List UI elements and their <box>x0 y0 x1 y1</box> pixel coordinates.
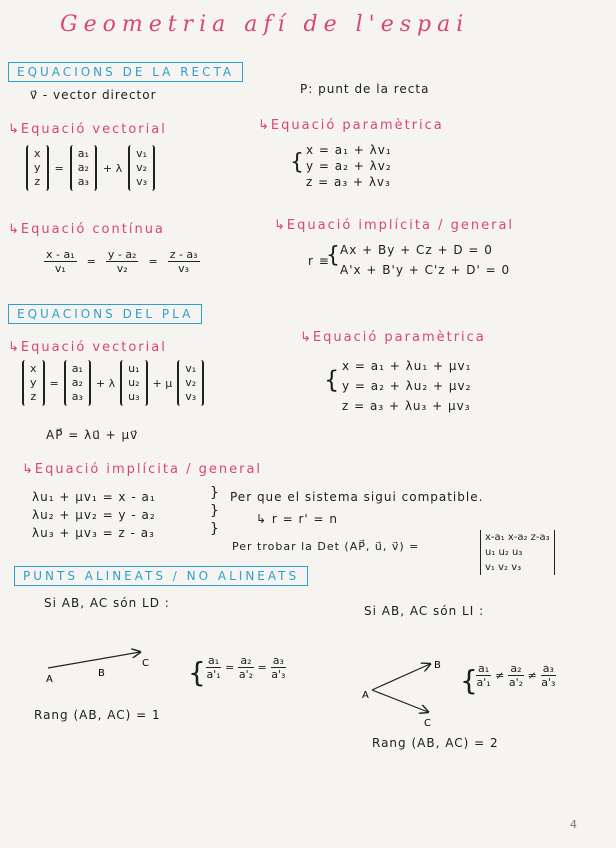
li-ratio <box>476 662 556 689</box>
fraction <box>238 654 253 681</box>
frac-num: a₁ <box>478 662 490 675</box>
section-header-recta: EQUACIONS DE LA RECTA <box>8 62 243 82</box>
eq-line: x = a₁ + λu₁ + μv₁ <box>342 359 472 373</box>
collinear-arrow <box>48 652 140 668</box>
det-note: Per trobar la Det (AP⃗, u⃗, v⃗) = <box>232 540 420 553</box>
pla-implicita-label: ↳Equació implícita / general <box>22 462 263 477</box>
m-entry: a₃ <box>77 175 89 188</box>
ld-condition: Si AB, AC són LD : <box>44 596 170 610</box>
point-label: B <box>434 660 441 671</box>
m-entry: a₃ <box>71 390 83 403</box>
det-row: v₁ v₂ v₃ <box>485 562 522 573</box>
ab-arrow <box>372 664 430 690</box>
recta-parametrica-label: ↳Equació paramètrica <box>258 118 444 133</box>
eq-line: A'x + B'y + C'z + D' = 0 <box>340 263 511 277</box>
m-entry: x <box>30 362 37 375</box>
point-label: C <box>424 718 431 729</box>
equals-sign: = <box>54 161 64 175</box>
page-title: Geometria afí de l'espai <box>60 12 470 37</box>
eq-line: y = a₂ + λv₂ <box>306 159 392 173</box>
recta-continua-label: ↳Equació contínua <box>8 222 165 237</box>
pla-vectorial-label: ↳Equació vectorial <box>8 340 167 355</box>
m-entry: v₁ <box>136 147 148 160</box>
frac-den: a'₃ <box>271 668 286 681</box>
det-row: u₁ u₂ u₃ <box>485 547 523 558</box>
recta-vectorial-label: ↳Equació vectorial <box>8 122 167 137</box>
m-entry: y <box>34 161 41 174</box>
eq-line: z = a₃ + λu₃ + μv₃ <box>342 399 471 413</box>
section-header-punts: PUNTS ALINEATS / NO ALINEATS <box>14 566 308 586</box>
vector-legend: v⃗ - vector director <box>30 88 157 102</box>
eq-line: x = a₁ + λv₁ <box>306 143 392 157</box>
frac-num: x - a₁ <box>46 248 75 261</box>
point-label: A <box>362 690 369 701</box>
m-entry: a₁ <box>71 362 83 375</box>
frac-den: a'₂ <box>508 676 524 689</box>
det-row: x-a₁ x-a₂ z-a₃ <box>485 532 550 543</box>
ac-arrow <box>372 690 428 712</box>
not-equal-sign: ≠ <box>527 669 537 682</box>
eq-line: y = a₂ + λu₂ + μv₂ <box>342 379 472 393</box>
pla-parametrica-label: ↳Equació paramètrica <box>300 330 486 345</box>
eq-line: λu₁ + μv₁ = x - a₁ <box>32 490 156 504</box>
brace-icon: { <box>460 664 478 697</box>
equals-sign: = <box>225 661 235 674</box>
rank-note: ↳ r = r' = n <box>256 512 339 526</box>
recta-implicita-label: ↳Equació implícita / general <box>274 218 515 233</box>
frac-num: a₂ <box>510 662 522 675</box>
frac-den: v₂ <box>116 262 128 275</box>
eq-line: z = a₃ + λv₃ <box>306 175 391 189</box>
m-entry: u₂ <box>128 376 140 389</box>
frac-num: a₁ <box>208 654 220 667</box>
compatible-note: Per que el sistema sigui compatible. <box>230 490 484 504</box>
li-rang: Rang (AB, AC) = 2 <box>372 736 499 750</box>
m-entry: v₃ <box>136 175 148 188</box>
eq-line: λu₂ + μv₂ = y - a₂ <box>32 508 156 522</box>
brace-icon: { <box>326 243 340 268</box>
brace-icon: { <box>324 366 340 394</box>
frac-num: z - a₃ <box>169 248 198 261</box>
m-entry: y <box>30 376 37 389</box>
fraction <box>476 662 491 689</box>
plus-lambda: + λ <box>102 161 123 175</box>
r-prefix: r ≡ <box>308 254 330 268</box>
eq-line: λu₃ + μv₃ = z - a₃ <box>32 526 155 540</box>
frac-num: a₂ <box>240 654 252 667</box>
frac-den: v₁ <box>54 262 66 275</box>
equals-sign: = <box>86 255 96 268</box>
m-entry: v₃ <box>185 390 197 403</box>
point-label: A <box>46 674 53 685</box>
ld-rang: Rang (AB, AC) = 1 <box>34 708 161 722</box>
m-entry: u₁ <box>128 362 140 375</box>
m-entry: v₁ <box>185 362 197 375</box>
m-entry: a₂ <box>71 376 83 389</box>
m-entry: z <box>34 175 41 188</box>
point-legend: P: punt de la recta <box>300 82 430 96</box>
equals-sign: = <box>148 255 158 268</box>
right-brace-icon: } } } <box>210 485 219 537</box>
fraction <box>271 654 286 681</box>
frac-den: a'₁ <box>206 668 221 681</box>
equals-sign: = <box>257 661 267 674</box>
frac-num: a₃ <box>272 654 284 667</box>
m-entry: v₂ <box>185 376 197 389</box>
section-header-pla: EQUACIONS DEL PLA <box>8 304 202 324</box>
frac-num: a₃ <box>542 662 554 675</box>
fraction <box>541 662 556 689</box>
not-equal-sign: ≠ <box>495 669 505 682</box>
m-entry: u₃ <box>128 390 140 403</box>
brace-icon: { <box>290 150 304 175</box>
frac-den: a'₃ <box>541 676 556 689</box>
m-entry: v₂ <box>136 161 148 174</box>
ld-ratio <box>206 654 286 681</box>
eq-line: Ax + By + Cz + D = 0 <box>340 243 493 257</box>
point-label: C <box>142 658 149 669</box>
m-entry: x <box>34 147 41 160</box>
brace-icon: { <box>188 656 206 689</box>
fraction <box>508 662 523 689</box>
li-condition: Si AB, AC són LI : <box>364 604 485 618</box>
frac-den: a'₁ <box>476 676 491 689</box>
ap-equation: AP⃗ = λu⃗ + μv⃗ <box>46 428 139 442</box>
m-entry: z <box>30 390 37 403</box>
page-number: 4 <box>570 818 577 831</box>
point-label: B <box>98 668 105 679</box>
frac-den: a'₂ <box>238 668 254 681</box>
plus-mu: + μ <box>152 376 173 390</box>
m-entry: a₂ <box>77 161 89 174</box>
m-entry: a₁ <box>77 147 89 160</box>
equals-sign: = <box>49 376 59 390</box>
plus-lambda: + λ <box>95 376 116 390</box>
fraction <box>206 654 221 681</box>
frac-den: v₃ <box>178 262 190 275</box>
frac-num: y - a₂ <box>107 248 137 261</box>
